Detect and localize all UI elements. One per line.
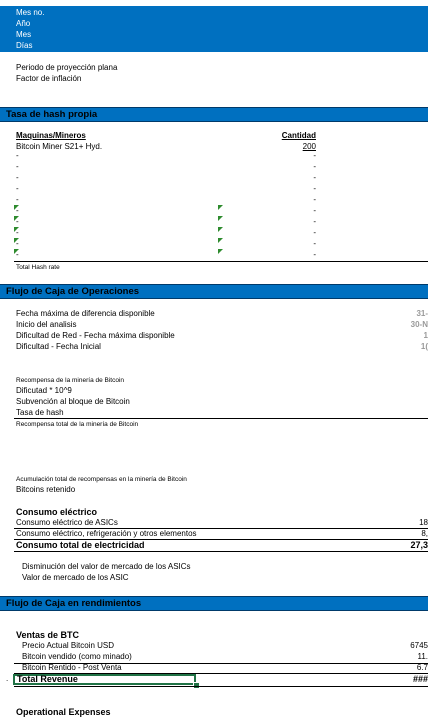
consumo-title: Consumo eléctrico [16,507,98,517]
cell-comment-indicator [218,249,223,254]
machine-row-1: Bitcoin Miner S21+ Hyd. [16,142,103,151]
header-row-ano: Año [16,19,31,28]
ops-row-3-value[interactable]: 1 [423,331,428,340]
reward-row-difficulty: Dificutad * 10^9 [16,386,72,395]
market-decrease-label: Disminución del valor de mercado de los ASICs [22,562,191,571]
ventas-title: Ventas de BTC [16,630,80,640]
col-quantity: Cantidad [281,131,316,140]
reward-total-label: Recompensa total de la minería de Bitcoin [16,421,139,428]
section-yield-header [0,596,428,611]
header-row-mes-no: Mes no. [16,8,45,17]
consumo-asic-value[interactable]: 18 [419,518,428,527]
section-hash-title: Tasa de hash propia [6,109,98,120]
ops-row-3-label: Dificultad de Red - Fecha máxima disponible [16,331,175,340]
cell-comment-indicator [218,227,223,232]
reward-row-hashrate: Tasa de hash [16,408,64,417]
cell-comment-indicator [218,238,223,243]
consumo-total-value[interactable]: 27,3 [410,540,428,550]
market-value-label: Valor de mercado de los ASIC [22,573,129,582]
rentido-label: Bitcoin Rentido - Post Venta [22,663,122,672]
consumo-asic-label: Consumo eléctrico de ASICs [16,518,118,527]
section-hash-header [0,107,428,122]
total-revenue-line-bottom [14,686,428,687]
section-ops-title: Flujo de Caja de Operaciones [6,286,140,297]
total-hash-line [14,261,428,262]
vendido-value[interactable]: 11. [417,652,428,661]
ops-row-2-label: Inicio del analisis [16,320,77,329]
machine-row-empty[interactable]: - [16,250,19,259]
ops-row-1-value[interactable]: 31- [416,309,428,318]
cell-comment-indicator [14,238,19,243]
row-marker: . [6,674,9,683]
machine-qty-empty[interactable]: - [313,239,316,248]
ops-row-4-value[interactable]: 1( [420,342,428,351]
total-revenue-value[interactable]: ### [412,674,428,684]
machine-qty-empty[interactable]: - [313,250,316,259]
reward-header: Recompensa de la minería de Bitcoin [16,377,125,384]
inflacion-label: Factor de inflación [16,74,82,83]
cell-comment-indicator [218,216,223,221]
periodo-label: Periodo de proyección plana [16,63,118,72]
cell-comment-indicator [14,227,19,232]
machine-qty-empty[interactable]: - [313,228,316,237]
machine-row-empty[interactable]: - [16,151,19,160]
machine-qty-empty[interactable]: - [313,184,316,193]
machine-row-empty[interactable]: - [16,162,19,171]
machine-row-empty[interactable]: - [16,217,19,226]
machine-qty-empty[interactable]: - [313,151,316,160]
cell-comment-indicator [14,216,19,221]
consumo-total-label: Consumo total de electricidad [16,540,145,550]
total-hash-label: Total Hash rate [16,264,60,271]
reward-total-line [14,418,428,419]
consumo-other-value[interactable]: 8, [421,529,428,538]
precio-label: Precio Actual Bitcoin USD [22,641,115,650]
machine-qty-empty[interactable]: - [313,195,316,204]
cell-comment-indicator [218,205,223,210]
ops-row-1-label: Fecha máxima de diferencia disponible [16,309,155,318]
consumo-line-3 [14,551,428,552]
machine-qty-empty[interactable]: - [313,206,316,215]
total-revenue-label: Total Revenue [17,674,78,684]
header-row-mes: Mes [16,30,32,39]
machine-row-empty[interactable]: - [16,239,19,248]
machine-qty-empty[interactable]: - [313,217,316,226]
precio-value[interactable]: 6745 [410,641,428,650]
consumo-other-label: Consumo eléctrico, refrigeración y otros elementos [16,529,197,538]
header-row-dias: Días [16,41,33,50]
machine-row-empty[interactable]: - [16,173,19,182]
accum-label: Acumulación total de recompensas en la minería de Bitcoin [16,476,187,483]
machine-row-empty[interactable]: - [16,184,19,193]
machine-qty-empty[interactable]: - [313,162,316,171]
machine-qty-1[interactable]: 200 [302,142,316,151]
machine-row-empty[interactable]: - [16,206,19,215]
col-machines: Maquinas/Mineros [16,131,86,140]
machine-qty-empty[interactable]: - [313,173,316,182]
header-block [0,6,428,52]
retained-label: Bitcoins retenido [16,485,76,494]
section-yield-title: Flujo de Caja en rendimientos [6,598,142,609]
opex-title: Operational Expenses [16,707,111,717]
cell-comment-indicator [14,249,19,254]
machine-row-empty[interactable]: - [16,195,19,204]
section-ops-header [0,284,428,299]
cell-comment-indicator [14,205,19,210]
machine-row-empty[interactable]: - [16,228,19,237]
rentido-value[interactable]: 6.7 [416,663,428,672]
vendido-label: Bitcoin vendido (como minado) [22,652,132,661]
ops-row-2-value[interactable]: 30-N [410,320,428,329]
ops-row-4-label: Dificultad - Fecha Inicial [16,342,101,351]
reward-row-subsidy: Subvención al bloque de Bitcoin [16,397,130,406]
